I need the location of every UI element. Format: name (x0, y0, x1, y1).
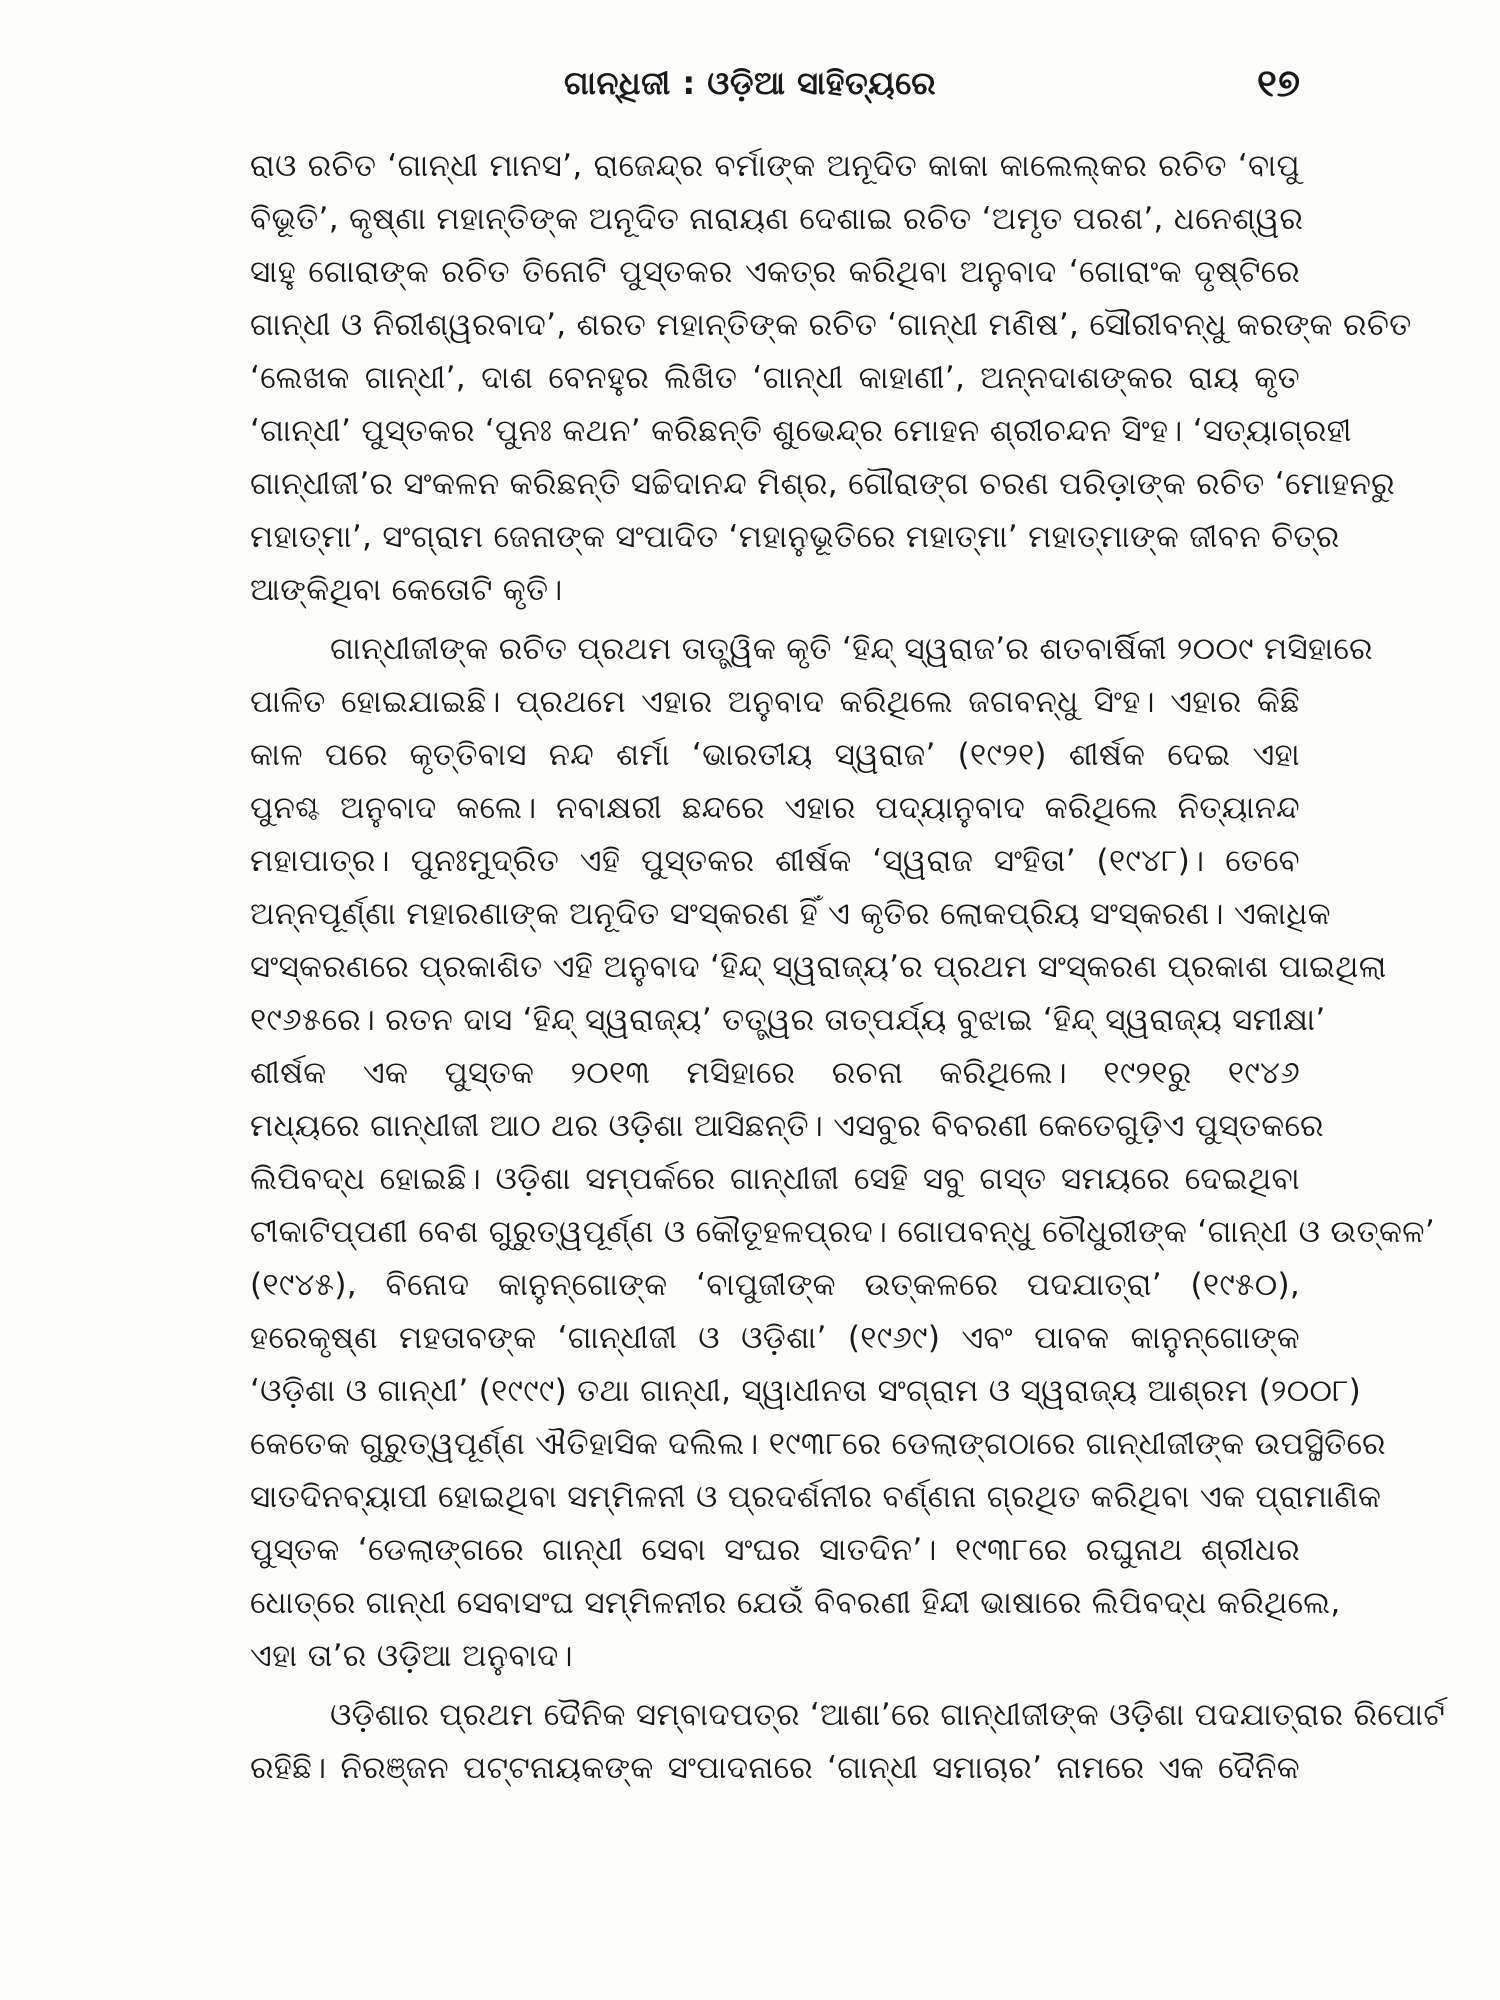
text-line: ରାଓ ରଚିତ ‘ଗାନ୍ଧୀ ମାନସ’, ରାଜେନ୍ଦ୍ର ବର୍ମାଙ୍କ ଅନୂଦିତ କାକା କାଲେଲ୍‌କର ରଚିତ ‘ବାପୁ (250, 148, 1300, 184)
text-line: ପୁନଶ୍ଚ ଅନୁବାଦ କଲେ। ନବାକ୍ଷରୀ ଛନ୍ଦରେ ଏହାର ପଦ୍ୟାନୁବାଦ କରିଥିଲେ ନିତ୍ୟାନନ୍ଦ (250, 790, 1300, 826)
running-title: ଗାନ୍ଧିଜୀ : ଓଡ଼ିଆ ସାହିତ୍ୟରେ (564, 64, 936, 102)
text-line: ମଧ୍ୟରେ ଗାନ୍ଧୀଜୀ ଆଠ ଥର ଓଡ଼ିଶା ଆସିଛନ୍ତି। ଏସବୁର ବିବରଣୀ କେତେଗୁଡ଼ିଏ ପୁସ୍ତକରେ (250, 1108, 1324, 1144)
page-number: ୧୭ (1256, 61, 1300, 105)
paragraph-2 (250, 623, 1435, 1683)
text-line: ଓଡ଼ିଶାର ପ୍ରଥମ ଦୈନିକ ସମ୍ବାଦପତ୍ର ‘ଆଶା’ରେ ଗାନ୍ଧୀଜୀଙ୍କ ଓଡ଼ିଶା ପଦଯାତ୍ରାର ରିପୋର୍ଟ (330, 1697, 1446, 1733)
text-line: ସାହୁ ଗୋରାଙ୍କ ରଚିତ ତିନୋଟି ପୁସ୍ତକର ଏକତ୍ର କରିଥିବା ଅନୁବାଦ ‘ଗୋରାଂକ ଦୃଷ୍ଟିରେ (250, 254, 1300, 290)
text-line: ଲିପିବଦ୍ଧ ହୋଇଛି। ଓଡ଼ିଶା ସମ୍ପର୍କରେ ଗାନ୍ଧୀଜୀ ସେହି ସବୁ ଗସ୍ତ ସମୟରେ ଦେଇଥିବା (250, 1161, 1300, 1197)
text-line: ‘ଲେଖକ ଗାନ୍ଧୀ’, ଦାଶ ବେନହୁର ଲିଖିତ ‘ଗାନ୍ଧୀ କାହାଣୀ’, ଅନ୍ନଦାଶଙ୍କର ରାୟ କୃତ (250, 360, 1300, 396)
running-header (0, 58, 1500, 108)
body-text (250, 140, 1446, 1801)
text-line: ଏହା ତା’ର ଓଡ଼ିଆ ଅନୁବାଦ। (250, 1638, 573, 1674)
paragraph-1 (250, 140, 1412, 617)
text-line: ଶୀର୍ଷକ ଏକ ପୁସ୍ତକ ୨୦୧୩ ମସିହାରେ ରଚନା କରିଥିଲେ। ୧୯୨୧ରୁ ୧୯୪୬ (250, 1055, 1300, 1091)
text-line: ଗାନ୍ଧୀଜୀ’ର ସଂକଳନ କରିଛନ୍ତି ସଚ୍ଚିଦାନନ୍ଦ ମିଶ୍ର, ଗୌରାଙ୍ଗ ଚରଣ ପରିଡ଼ାଙ୍କ ରଚିତ ‘ମୋହନରୁ (250, 466, 1395, 502)
text-line: କାଳ ପରେ କୃତ୍ତିବାସ ନନ୍ଦ ଶର୍ମା ‘ଭାରତୀୟ ସ୍ୱରାଜ’ (୧୯୨୧) ଶୀର୍ଷକ ଦେଇ ଏହା (250, 737, 1300, 773)
text-line: ଧୋତ୍ରେ ଗାନ୍ଧୀ ସେବାସଂଘ ସମ୍ମିଳନୀର ଯେଉଁ ବିବରଣୀ ହିନ୍ଦୀ ଭାଷାରେ ଲିପିବଦ୍ଧ କରିଥିଲେ, (250, 1585, 1341, 1621)
text-line: ଆଙ୍କିଥିବା କେତୋଟି କୃତି। (250, 572, 563, 608)
text-line: ଟୀକାଟିପ୍ପଣୀ ବେଶ ଗୁରୁତ୍ୱପୂର୍ଣ୍ଣ ଓ କୌତୂହଳପ୍ରଦ। ଗୋପବନ୍ଧୁ ଚୌଧୁରୀଙ୍କ ‘ଗାନ୍ଧୀ ଓ ଉତ୍କଳ’ (250, 1214, 1435, 1250)
text-line: ଗାନ୍ଧୀ ଓ ନିରୀଶ୍ୱରବାଦ’, ଶରତ ମହାନ୍ତିଙ୍କ ରଚିତ ‘ଗାନ୍ଧୀ ମଣିଷ’, ସୌରୀବନ୍ଧୁ କରଙ୍କ ରଚିତ (250, 307, 1412, 343)
text-line: ମହାତ୍ମା’, ସଂଗ୍ରାମ ଜେନାଙ୍କ ସଂପାଦିତ ‘ମହାନୁଭୂତିରେ ମହାତ୍ମା’ ମହାତ୍ମାଙ୍କ ଜୀବନ ଚିତ୍ର (250, 519, 1340, 555)
text-line: ହରେକୃଷ୍ଣ ମହତାବଙ୍କ ‘ଗାନ୍ଧୀଜୀ ଓ ଓଡ଼ିଶା’ (୧୯୬୯) ଏବଂ ପାବକ କାନୁନ୍‌ଗୋଙ୍କ (250, 1320, 1300, 1356)
text-line: ସାତଦିନବ୍ୟାପୀ ହୋଇଥିବା ସମ୍ମିଳନୀ ଓ ପ୍ରଦର୍ଶନୀର ବର୍ଣ୍ଣନା ଗ୍ରଥିତ କରିଥିବା ଏକ ପ୍ରାମାଣିକ (250, 1479, 1382, 1515)
text-line: ‘ଓଡ଼ିଶା ଓ ଗାନ୍ଧୀ’ (୧୯୯୯) ତଥା ଗାନ୍ଧୀ, ସ୍ୱାଧୀନତା ସଂଗ୍ରାମ ଓ ସ୍ୱରାଜ୍ୟ ଆଶ୍ରମ (୨୦୦୮) (250, 1373, 1362, 1409)
text-line: ମହାପାତ୍ର। ପୁନଃମୁଦ୍ରିତ ଏହି ପୁସ୍ତକର ଶୀର୍ଷକ ‘ସ୍ୱରାଜ ସଂହିତା’ (୧୯୪୮)। ତେବେ (250, 843, 1300, 879)
text-line: ଗାନ୍ଧୀଜୀଙ୍କ ରଚିତ ପ୍ରଥମ ତାତ୍ତ୍ୱିକ କୃତି ‘ହିନ୍ଦ୍ ସ୍ୱରାଜ’ର ଶତବାର୍ଷିକୀ ୨୦୦୯ ମସିହାରେ (330, 631, 1373, 667)
text-line: (୧୯୪୫), ବିନୋଦ କାନୁନ୍‌ଗୋଙ୍କ ‘ବାପୁଜୀଙ୍କ ଉତ୍କଳରେ ପଦଯାତ୍ରା’ (୧୯୫୦), (250, 1267, 1300, 1303)
text-line: ପାଳିତ ହୋଇଯାଇଛି। ପ୍ରଥମେ ଏହାର ଅନୁବାଦ କରିଥିଲେ ଜଗବନ୍ଧୁ ସିଂହ। ଏହାର କିଛି (250, 684, 1300, 720)
text-line: ବିଭୂତି’, କୃଷ୍ଣା ମହାନ୍ତିଙ୍କ ଅନୂଦିତ ନାରାୟଣ ଦେଶାଇ ରଚିତ ‘ଅମୃତ ପରଶ’, ଧନେଶ୍ୱର (250, 201, 1304, 237)
text-line: କେତେକ ଗୁରୁତ୍ୱପୂର୍ଣ୍ଣ ଐତିହାସିକ ଦଲିଲ। ୧୯୩୮ରେ ଡେଲାଙ୍ଗଠାରେ ଗାନ୍ଧୀଜୀଙ୍କ ଉପସ୍ଥିତିରେ (250, 1426, 1386, 1462)
paragraph-3 (250, 1689, 1446, 1795)
text-line: ପୁସ୍ତକ ‘ଡେଲାଙ୍ଗରେ ଗାନ୍ଧୀ ସେବା ସଂଘର ସାତଦିନ’। ୧୯୩୮ରେ ରଘୁନାଥ ଶ୍ରୀଧର (250, 1532, 1300, 1568)
text-line: ସଂସ୍କରଣରେ ପ୍ରକାଶିତ ଏହି ଅନୁବାଦ ‘ହିନ୍ଦ୍ ସ୍ୱରାଜ୍ୟ’ର ପ୍ରଥମ ସଂସ୍କରଣ ପ୍ରକାଶ ପାଇଥିଲା (250, 949, 1387, 985)
text-line: ଅନ୍ନପୂର୍ଣ୍ଣା ମହାରଣାଙ୍କ ଅନୂଦିତ ସଂସ୍କରଣ ହିଁ ଏ କୃତିର ଲୋକପ୍ରିୟ ସଂସ୍କରଣ। ଏକାଧିକ (250, 896, 1331, 932)
text-line: ୧୯୬୫ରେ। ରତନ ଦାସ ‘ହିନ୍ଦ୍ ସ୍ୱରାଜ୍ୟ’ ତତ୍ତ୍ୱର ତାତ୍ପର୍ଯ୍ୟ ବୁଝାଇ ‘ହିନ୍ଦ୍ ସ୍ୱରାଜ୍ୟ ସମୀକ୍ଷା’ (250, 1002, 1326, 1038)
text-line: ‘ଗାନ୍ଧୀ’ ପୁସ୍ତକର ‘ପୁନଃ କଥନ’ କରିଛନ୍ତି ଶୁଭେନ୍ଦ୍ର ମୋହନ ଶ୍ରୀଚନ୍ଦନ ସିଂହ। ‘ସତ୍ୟାଗ୍ରହୀ (250, 413, 1352, 449)
text-line: ରହିଛି। ନିରଞ୍ଜନ ପଟ୍ଟନାୟକଙ୍କ ସଂପାଦନାରେ ‘ଗାନ୍ଧୀ ସମାଚାର’ ନାମରେ ଏକ ଦୈନିକ (250, 1750, 1300, 1786)
